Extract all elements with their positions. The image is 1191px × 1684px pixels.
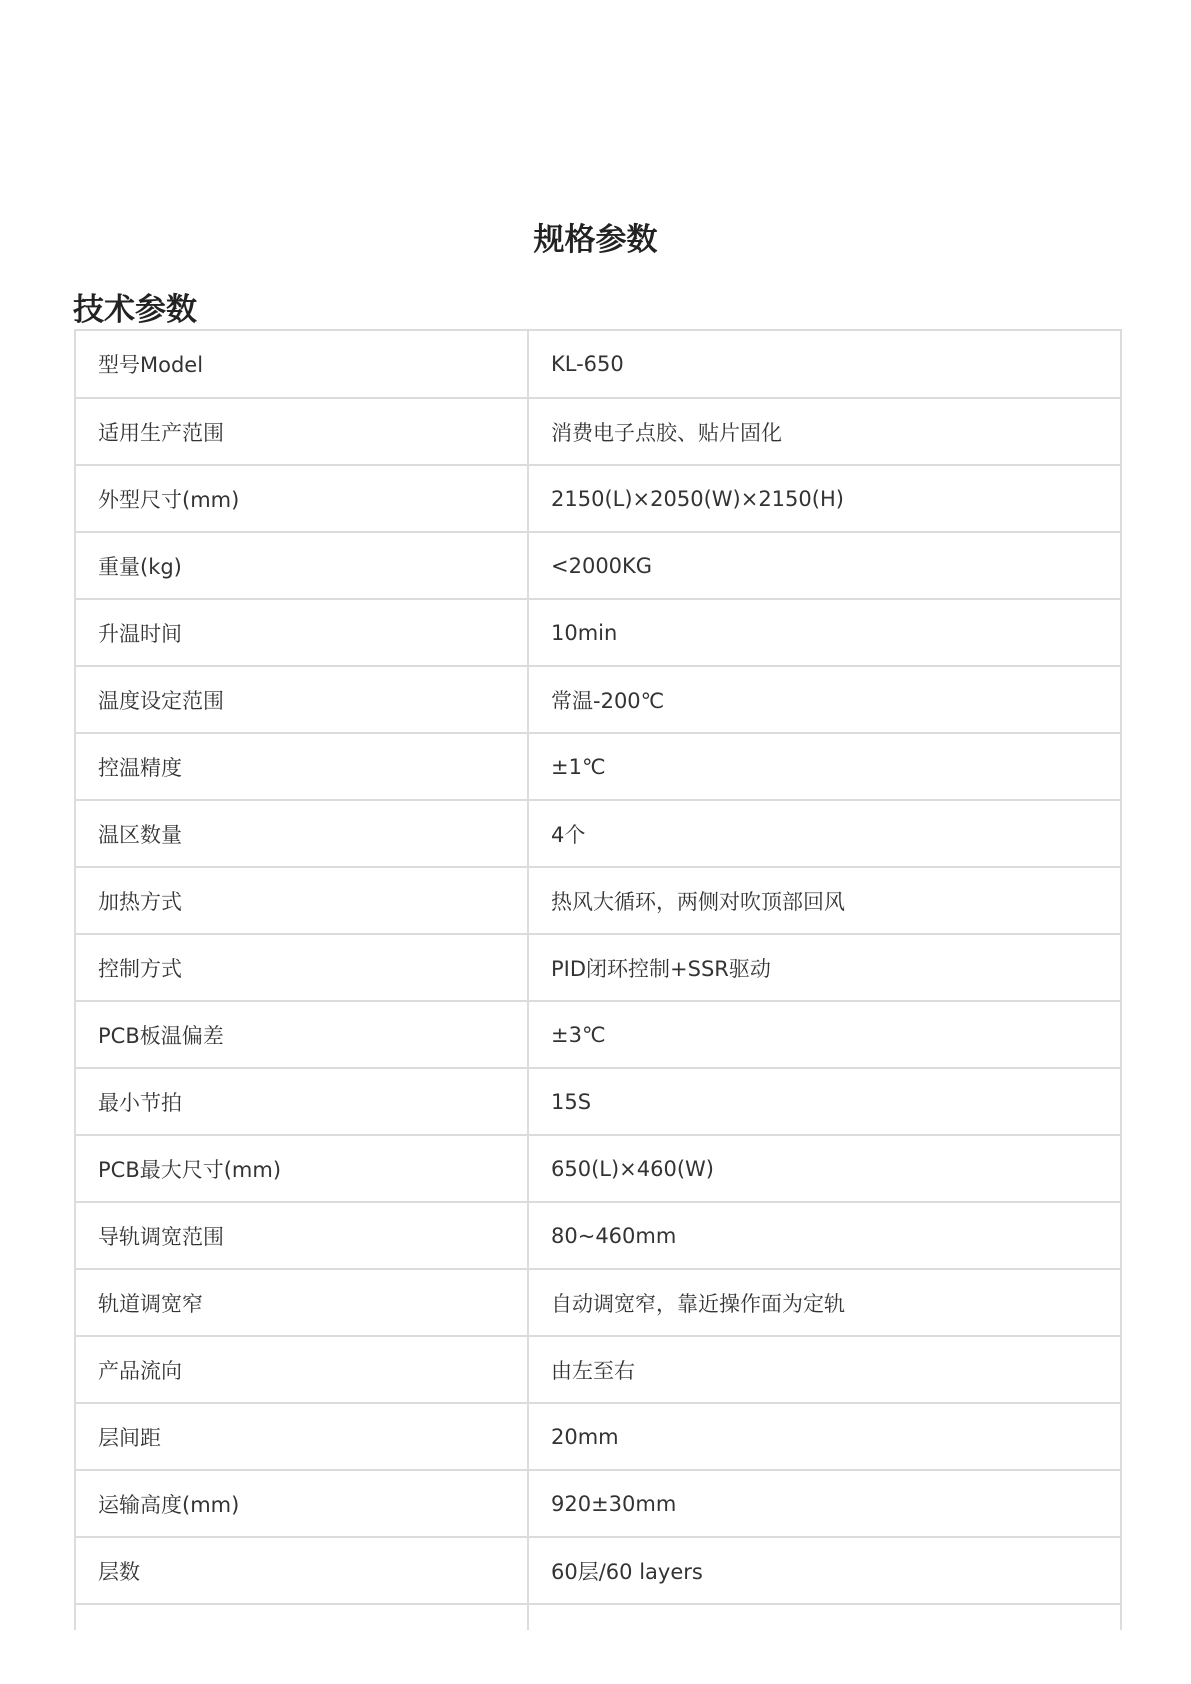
spec-label: 重量(kg)	[76, 532, 528, 599]
table-row	[76, 1470, 1120, 1537]
spec-value: 由左至右	[528, 1336, 1120, 1403]
spec-label: 最小节拍	[76, 1068, 528, 1135]
table-row	[76, 1202, 1120, 1269]
spec-label: 运输高度(mm)	[76, 1470, 528, 1537]
spec-table	[76, 331, 1120, 1630]
spec-value: 10min	[528, 599, 1120, 666]
page-title: 规格参数	[533, 222, 658, 258]
spec-value: ±1℃	[528, 733, 1120, 800]
spec-value	[528, 1604, 1120, 1630]
spec-label: 加热方式	[76, 867, 528, 934]
spec-value: 4个	[528, 800, 1120, 867]
spec-label: 温区数量	[76, 800, 528, 867]
spec-value: 消费电子点胶、贴片固化	[528, 398, 1120, 465]
table-row	[76, 800, 1120, 867]
table-row	[76, 1269, 1120, 1336]
spec-label: 产品流向	[76, 1336, 528, 1403]
spec-value: 20mm	[528, 1403, 1120, 1470]
spec-value: 热风大循环，两侧对吹顶部回风	[528, 867, 1120, 934]
table-row	[76, 331, 1120, 398]
table-row	[76, 1001, 1120, 1068]
spec-label: 控制方式	[76, 934, 528, 1001]
table-row	[76, 1537, 1120, 1604]
table-row	[76, 599, 1120, 666]
spec-label: 型号Model	[76, 331, 528, 398]
spec-value: 常温-200℃	[528, 666, 1120, 733]
table-row	[76, 934, 1120, 1001]
spec-label: 控温精度	[76, 733, 528, 800]
spec-value: <2000KG	[528, 532, 1120, 599]
spec-value: PID闭环控制+SSR驱动	[528, 934, 1120, 1001]
spec-label: PCB最大尺寸(mm)	[76, 1135, 528, 1202]
table-row	[76, 1403, 1120, 1470]
spec-label	[76, 1604, 528, 1630]
table-row	[76, 1336, 1120, 1403]
section-heading: 技术参数	[73, 292, 197, 328]
spec-value: 60层/60 layers	[528, 1537, 1120, 1604]
spec-label: 层间距	[76, 1403, 528, 1470]
table-row	[76, 465, 1120, 532]
table-row	[76, 398, 1120, 465]
spec-value: KL-650	[528, 331, 1120, 398]
spec-value: 920±30mm	[528, 1470, 1120, 1537]
table-row	[76, 1135, 1120, 1202]
spec-value: 15S	[528, 1068, 1120, 1135]
spec-label: 轨道调宽窄	[76, 1269, 528, 1336]
table-row	[76, 1068, 1120, 1135]
spec-label: 外型尺寸(mm)	[76, 465, 528, 532]
spec-table-container	[74, 329, 1122, 1630]
spec-value: 2150(L)×2050(W)×2150(H)	[528, 465, 1120, 532]
spec-value: ±3℃	[528, 1001, 1120, 1068]
table-row	[76, 1604, 1120, 1630]
table-row	[76, 666, 1120, 733]
table-row	[76, 532, 1120, 599]
spec-value: 650(L)×460(W)	[528, 1135, 1120, 1202]
spec-label: 温度设定范围	[76, 666, 528, 733]
spec-value: 自动调宽窄，靠近操作面为定轨	[528, 1269, 1120, 1336]
spec-label: 层数	[76, 1537, 528, 1604]
spec-label: 导轨调宽范围	[76, 1202, 528, 1269]
table-row	[76, 733, 1120, 800]
spec-label: 升温时间	[76, 599, 528, 666]
spec-value: 80~460mm	[528, 1202, 1120, 1269]
table-row	[76, 867, 1120, 934]
spec-label: PCB板温偏差	[76, 1001, 528, 1068]
spec-label: 适用生产范围	[76, 398, 528, 465]
